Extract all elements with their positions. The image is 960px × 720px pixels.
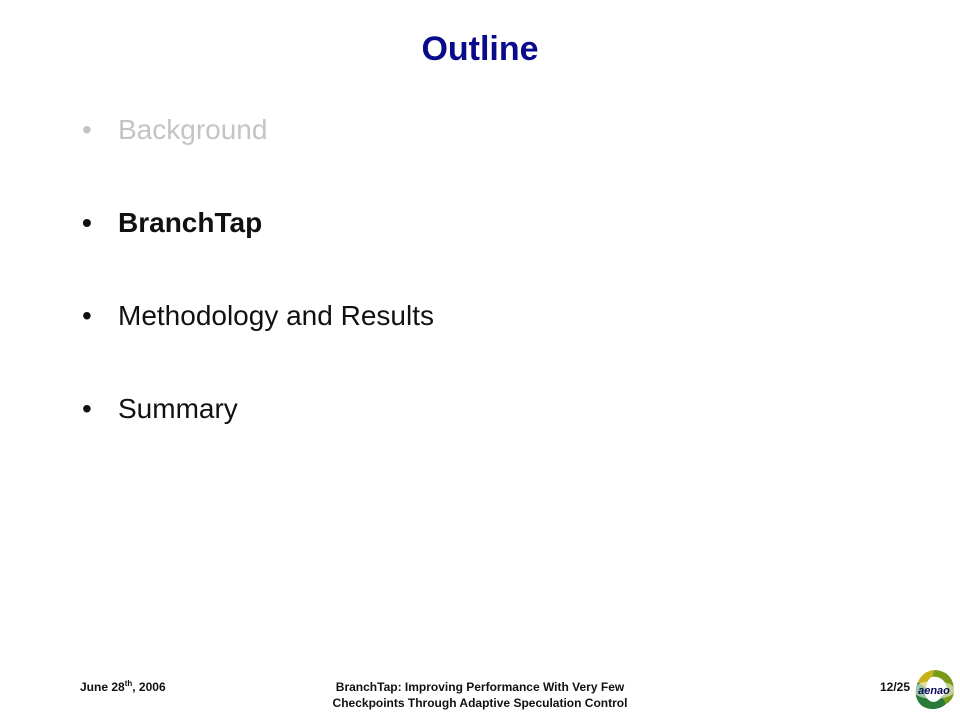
page-number: 12/25 — [880, 680, 911, 694]
bullet-label: Background — [118, 114, 268, 145]
aenao-logo-icon — [912, 668, 956, 712]
footer-title-line-2: Checkpoints Through Adaptive Speculation Control — [332, 696, 628, 710]
bullet-dot: • — [82, 393, 92, 424]
slide-title: Outline — [421, 30, 539, 68]
bullet-dot: • — [82, 207, 92, 238]
bullet-label: BranchTap — [118, 207, 263, 238]
logo-text: aenao — [918, 685, 950, 697]
bullet-item-branchtap — [82, 207, 434, 300]
footer-date-main: June 28 — [80, 680, 125, 694]
footer-date-sup: th — [124, 679, 133, 688]
bullet-label: Summary — [118, 393, 238, 424]
bullet-item-methodology — [82, 300, 434, 393]
bullet-item-background — [82, 114, 434, 207]
bullet-dot: • — [82, 300, 92, 331]
bullet-label: Methodology and Results — [118, 300, 434, 331]
footer-date-year: , 2006 — [132, 680, 166, 694]
bullet-item-summary — [82, 393, 434, 486]
bullet-dot: • — [82, 114, 92, 145]
bullet-list — [82, 114, 434, 486]
footer-date — [80, 680, 166, 694]
footer-presentation-title — [270, 679, 690, 711]
footer-title-line-1: BranchTap: Improving Performance With Very Few — [335, 680, 625, 694]
